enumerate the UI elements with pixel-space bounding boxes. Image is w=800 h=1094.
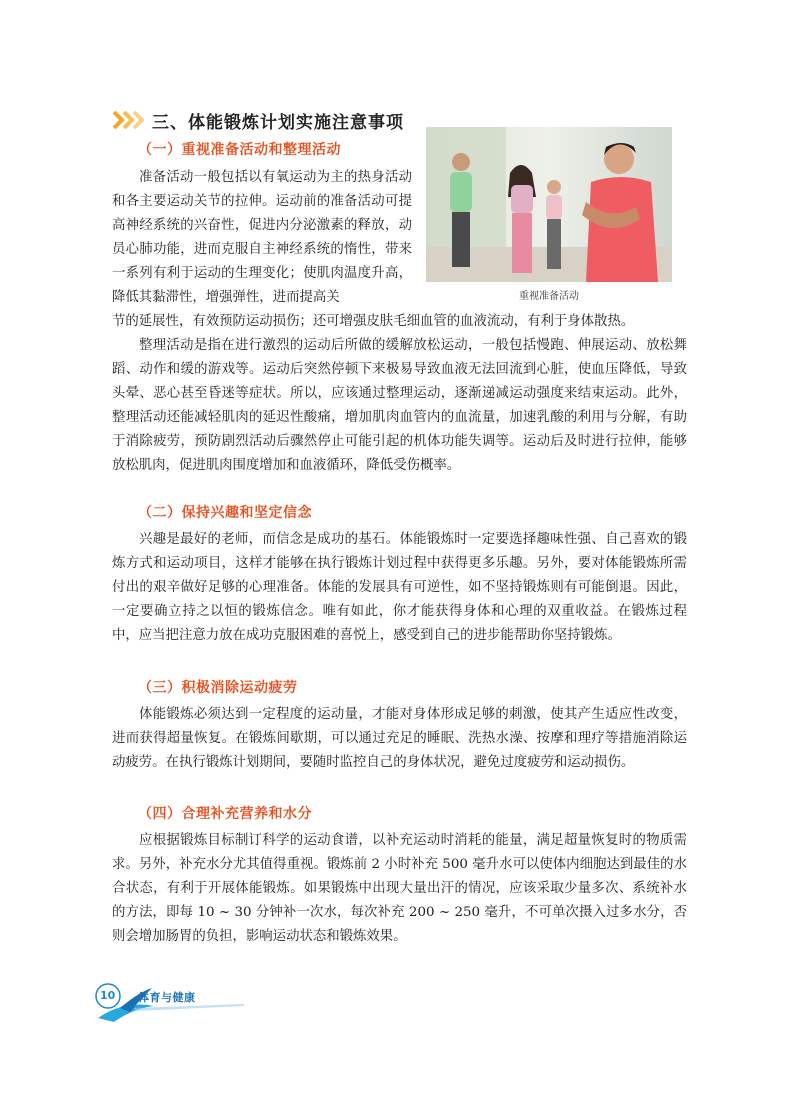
page-number: 10: [100, 989, 116, 1002]
paragraph-fatigue: 体能锻炼必须达到一定程度的运动量，才能对身体形成足够的刺激，使其产生适应性改变，进而获得超量恢复。在锻炼间歇期，可以通过充足的睡眠、洗热水澡、按摩和理疗等措施消除运动疲劳。在执行锻炼计划期间，要随时监控自己的身体状况，避免过度疲劳和运动损伤。: [112, 707, 687, 770]
paragraph-nutrition: 应根据锻炼目标制订科学的运动食谱，以补充运动时消耗的能量，满足超量恢复时的物质需求。另外，补充水分尤其值得重视。锻炼前 2 小时补充 500 毫升水可以使体内细胞达到最佳的水合状态，有利于开展体能锻炼。如果锻炼中出现大量出汗的情况，应该采取少量多次、系统补水的方法，即每 10 ~ 30 分钟补一次水，每次补充 200 ~ 250 毫升，不可单次摄入过多水分，否则会增加肠胃的负担，影响运动状态和锻炼效果。: [112, 833, 687, 944]
warmup-illustration: [426, 127, 672, 282]
subsection-heading-2: （二）保持兴趣和坚定信念: [138, 505, 312, 521]
page-footer: [94, 978, 254, 1024]
paragraph-warmup-continued: 节的延展性，有效预防运动损伤；还可增强皮肤毛细血管的血液流动，有利于身体散热。: [112, 314, 635, 329]
photo-caption: 重视准备活动: [519, 291, 579, 302]
paragraph-warmup: 准备活动一般包括以有氧运动为主的热身活动和各主要运动关节的拉伸。运动前的准备活动可提高神经系统的兴奋性，促进内分泌激素的释放，动员心肺功能，进而克服自主神经系统的惰性，带来一系列有利于运动的生理变化；使肌肉温度升高，降低其黏滞性，增强弹性，进而提高关: [112, 170, 412, 305]
paragraph-interest: 兴趣是最好的老师，而信念是成功的基石。体能锻炼时一定要选择趣味性强、自己喜欢的锻炼方式和运动项目，这样才能够在执行锻炼计划过程中获得更多乐趣。另外，要对体能锻炼所需付出的艰辛做好足够的心理准备。体能的发展具有可逆性，如不坚持锻炼则有可能倒退。因此，一定要确立持之以恒的锻炼信念。唯有如此，你才能获得身体和心理的双重收益。在锻炼过程中，应当把注意力放在成功克服困难的喜悦上，感受到自己的进步能帮助你坚持锻炼。: [112, 532, 687, 643]
double-chevron-icon: [112, 110, 148, 130]
paragraph-cooldown: 整理活动是指在进行激烈的运动后所做的缓解放松运动，一般包括慢跑、伸展运动、放松舞蹈、动作和缓的游戏等。运动后突然停顿下来极易导致血液无法回流到心脏，使血压降低，导致头晕、恶心甚至昏迷等症状。所以，应该通过整理运动，逐渐递减运动强度来结束运动。此外，整理活动还能减轻肌肉的延迟性酸痛，增加肌肉血管内的血流量，加速乳酸的利用与分解，有助于消除疲劳，预防剧烈活动后骤然停止可能引起的机体功能失调等。运动后及时进行拉伸，能够放松肌肉，促进肌肉围度增加和血液循环，降低受伤概率。: [112, 338, 687, 473]
subsection-heading-1: （一）重视准备活动和整理活动: [138, 142, 341, 158]
section-header: [112, 108, 404, 132]
book-title: 体育与健康: [138, 991, 196, 1004]
subsection-heading-3: （三）积极消除运动疲劳: [138, 680, 298, 696]
warmup-photo: [426, 127, 672, 282]
section-title: 三、体能锻炼计划实施注意事项: [152, 112, 404, 133]
subsection-heading-4: （四）合理补充营养和水分: [138, 806, 312, 822]
